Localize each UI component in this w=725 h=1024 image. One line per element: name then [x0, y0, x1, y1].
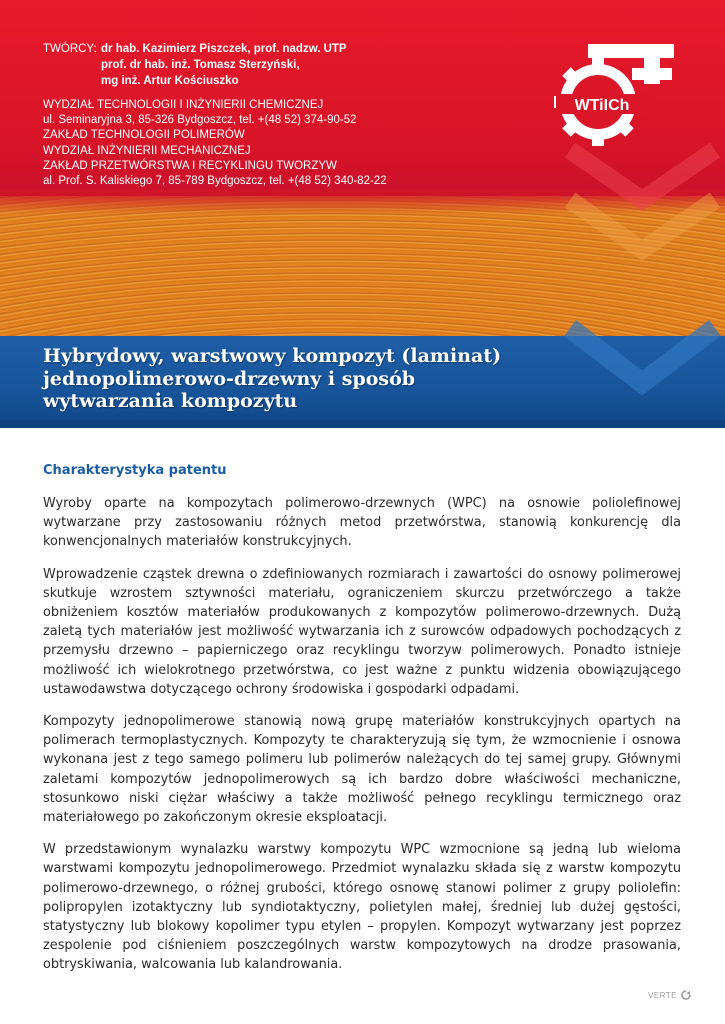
title-line: Hybrydowy, warstwowy kompozyt (laminat): [43, 345, 502, 367]
creators-block: [43, 41, 347, 89]
verte-footer[interactable]: [648, 990, 691, 1000]
title-line: wytwarzania kompozytu: [43, 390, 298, 412]
body-paragraph: W przedstawionym wynalazku warstwy kompozytu WPC wzmocnione są jedną lub wieloma warstwami kompozytu jednopolimerowego. Przedmiot wynalazku składa się z warstw kompozytu polimerowo-drzewnego, o różnej grubości, którego osnowę stanowi polimer z grupy poliolefin: polipropylen izotaktyczny lub syndiotaktyczny, polietylen małej, średniej lub dużej gęstości, statystyczny lub blokowy kopolimer typu etylen – propylen. Kompozyt wytwarzany jest poprzez zespolenie pod ciśnieniem poszczególnych warstw kompozytowych na drodze prasowania, obtryskiwania, walcowania lub kalandrowania.: [43, 842, 681, 973]
creator-name: mg inż. Artur Kościuszko: [101, 75, 239, 87]
title-line: jednopolimerowo-drzewny i sposób: [43, 367, 416, 390]
gear-logo-icon: [548, 40, 678, 150]
institution-line: ZAKŁAD PRZETWÓRSTWA I RECYKLINGU TWORZYW: [43, 159, 337, 172]
page-title: [43, 345, 501, 413]
svg-text:WTiICh: WTiICh: [574, 97, 630, 114]
page-turn-icon: [681, 990, 691, 1000]
chevron-decoration-icon: [560, 318, 725, 428]
section-heading: Charakterystyka patentu: [43, 463, 227, 478]
header-banner: [0, 0, 725, 428]
main-content: [43, 462, 681, 988]
institution-line: WYDZIAŁ TECHNOLOGII I INŻYNIERII CHEMICZNEJ: [43, 99, 324, 111]
body-paragraph: Kompozyty jednopolimerowe stanowią nową grupę materiałów konstrukcyjnych opartych na polimerach termoplastycznych. Kompozyty te charakteryzują się tym, że wzmocnienie i osnowa wykonana jest z tego samego polimeru lub polimerów należących do tej samej grupy. Głównymi zaletami kompozytów jednopolimerowych są ich bardzo dobre właściwości mechaniczne, stosunkowo niski ciężar właściwy a także możliwość pełnego recyklingu termicznego oraz materiałowego po zakończonym okresie eksploatacji.: [43, 714, 681, 826]
creators-label: TWÓRCY:: [43, 43, 97, 55]
verte-label: VERTE: [647, 990, 677, 1000]
institution-line: WYDZIAŁ INŻYNIERII MECHANICZNEJ: [43, 144, 251, 157]
chevron-decoration-icon: [560, 190, 725, 290]
institution-line: ZAKŁAD TECHNOLOGII POLIMERÓW: [43, 129, 245, 142]
body-paragraph: Wyroby oparte na kompozytach polimerowo-drzewnych (WPC) na osnowie poliolefinowej wytwarzane przy zastosowaniu różnych metod przetwórstwa, stanowią konkurencję dla konwencjonalnych materiałów konstrukcyjnych.: [43, 496, 681, 550]
institution-line: al. Prof. S. Kaliskiego 7, 85-789 Bydgoszcz, tel. +(48 52) 340-82-22: [43, 175, 387, 188]
creator-name: prof. dr hab. inż. Tomasz Sterzyński,: [101, 59, 300, 71]
creator-name: dr hab. Kazimierz Piszczek, prof. nadzw. UTP: [101, 43, 347, 55]
institution-line: ul. Seminaryjna 3, 85-326 Bydgoszcz, tel. +(48 52) 374-90-52: [43, 114, 357, 127]
institutions-block: [43, 98, 387, 189]
body-paragraph: Wprowadzenie cząstek drewna o zdefiniowanych rozmiarach i zawartości do osnowy polimerowej skutkuje wzrostem sztywności materiału, ograniczeniem skurczu przetwórczego a także obniżeniem kosztów materiałów produkowanych z kompozytów polimerowo-drzewnych. Dużą zaletą tych materiałów jest możliwość wytwarzania ich z surowców odpadowych pochodzących z przemysłu drzewno – papierniczego oraz recyklingu tworzyw polimerowych. Ponadto istnieje możliwość ich wielokrotnego przetwórstwa, co jest ważne z punktu widzenia obowiązującego ustawodawstwa dotyczącego ochrony środowiska i gospodarki odpadami.: [43, 566, 681, 697]
